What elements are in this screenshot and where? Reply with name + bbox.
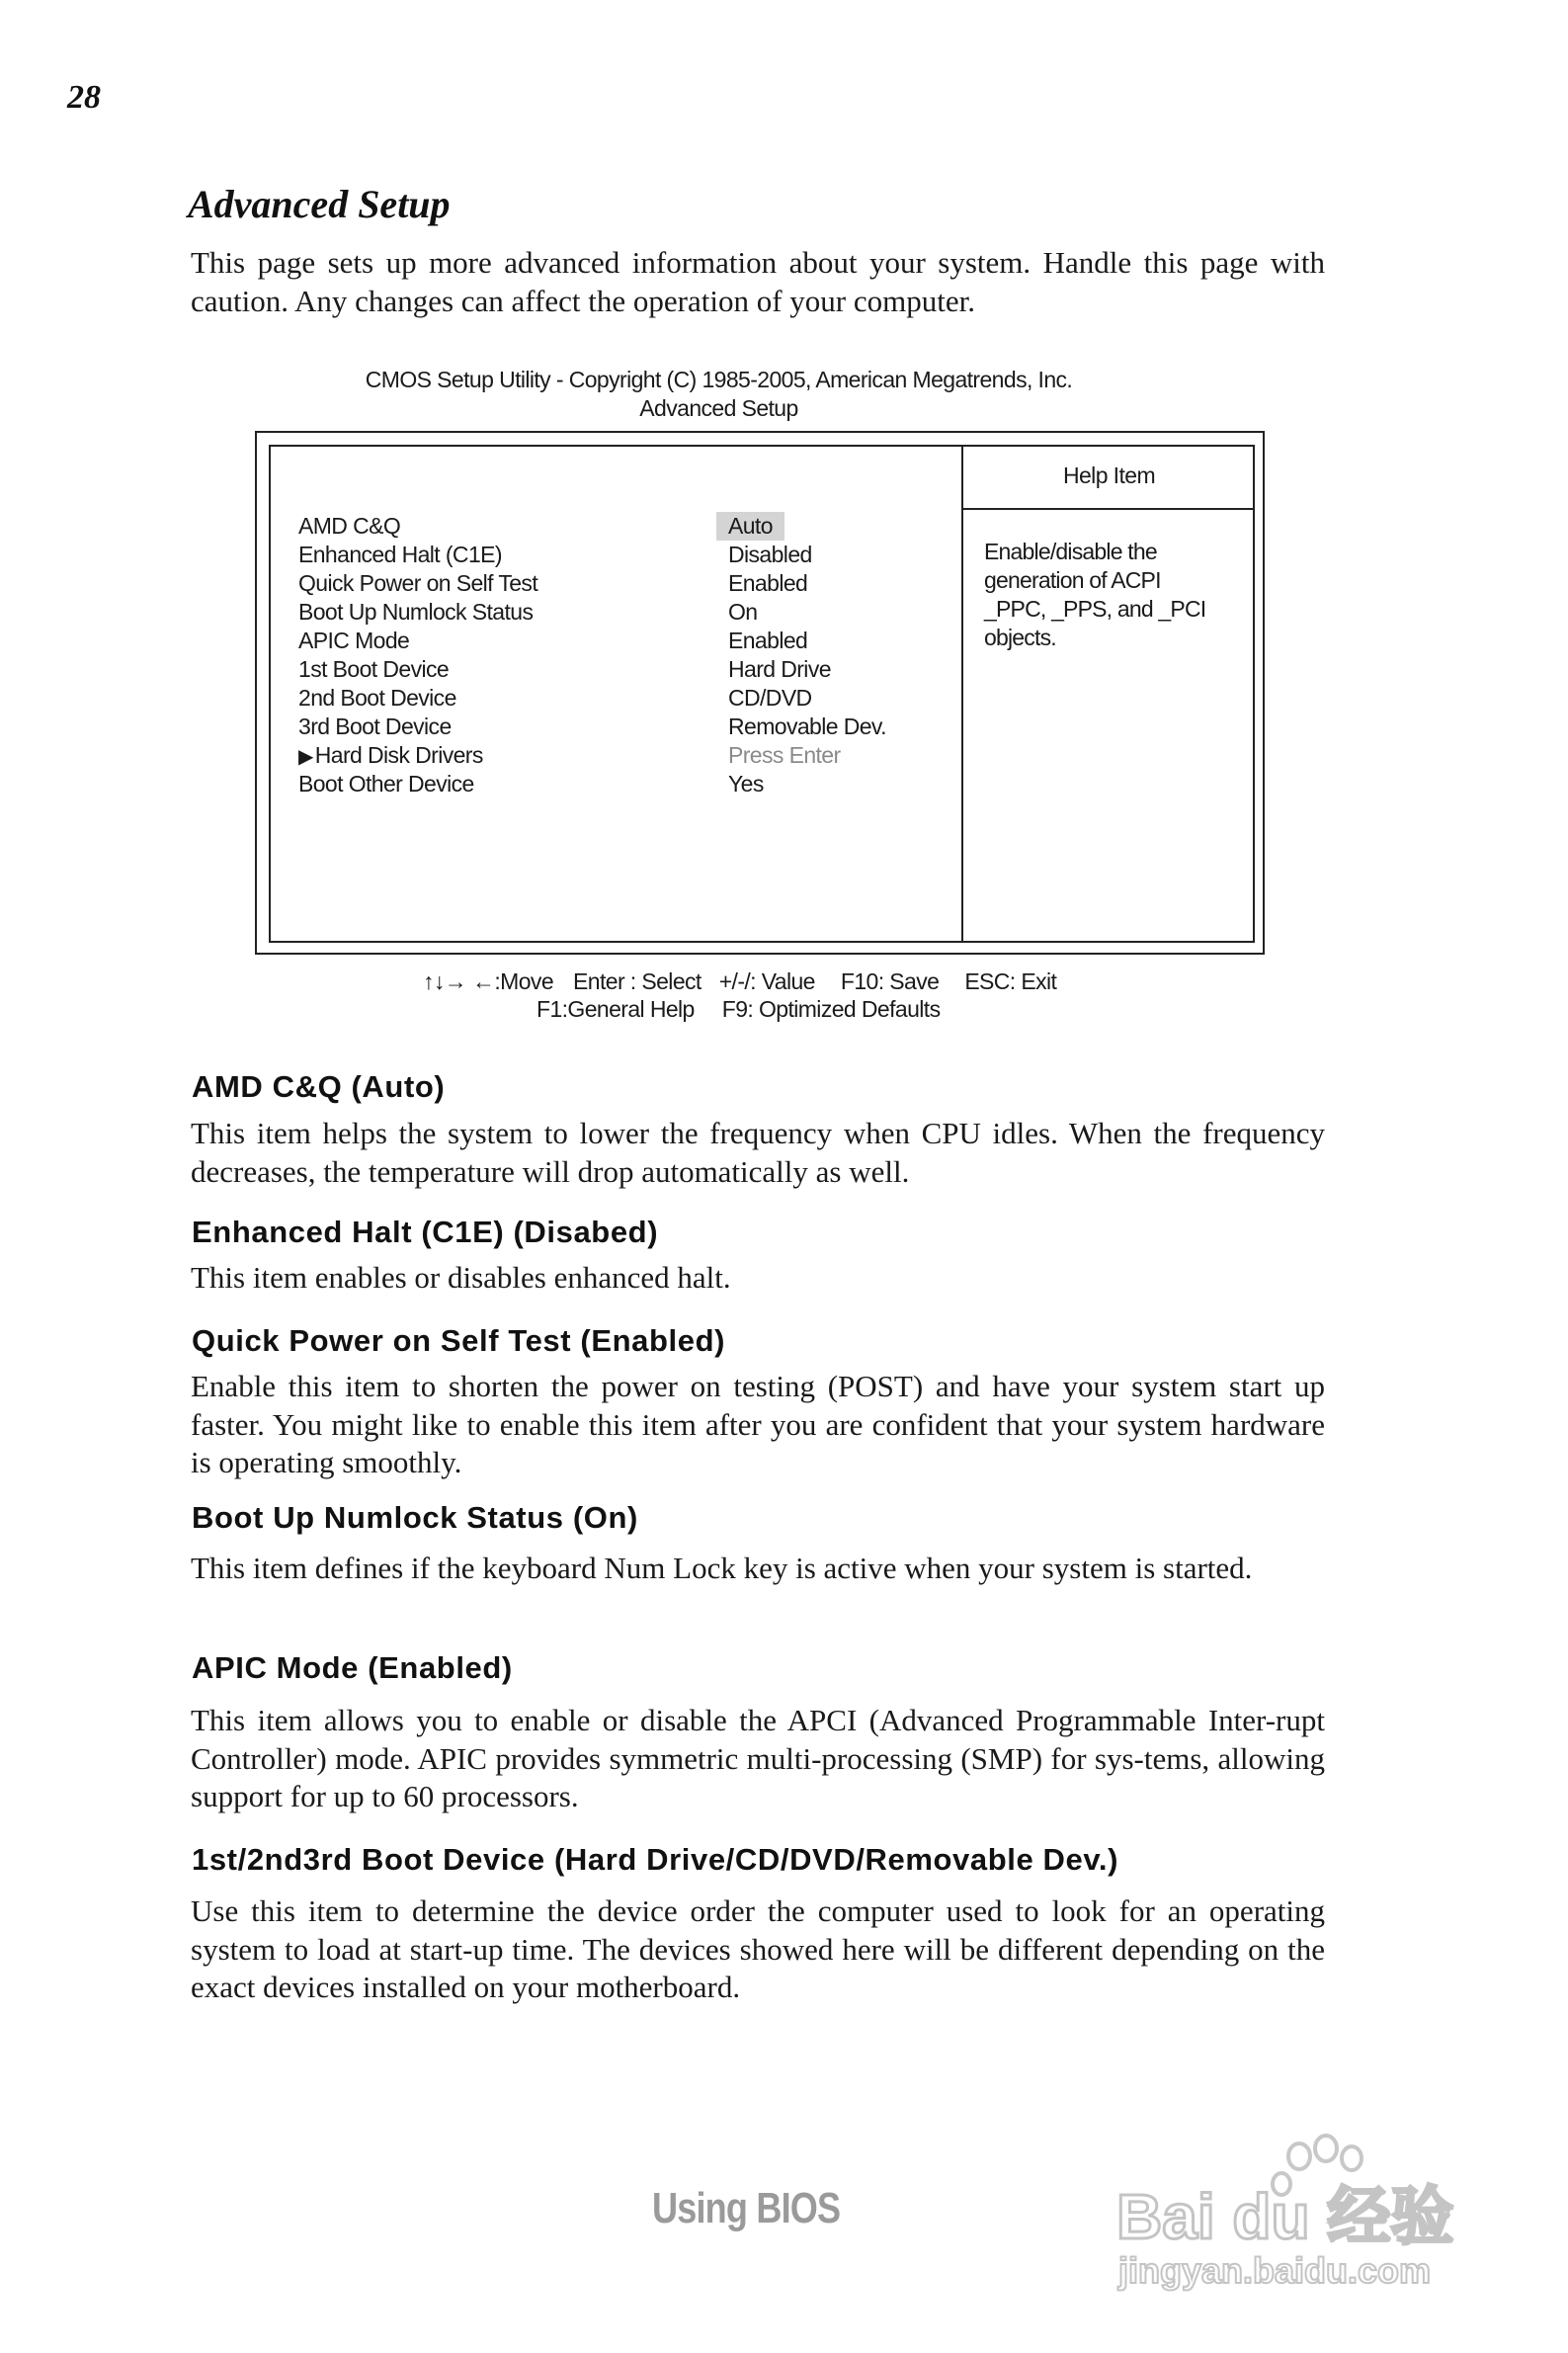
section-title: Advanced Setup: [188, 182, 451, 226]
bios-item-3rd-boot[interactable]: [298, 713, 931, 741]
bios-item-value[interactable]: Yes: [728, 771, 764, 797]
bios-item-label: 1st Boot Device: [298, 656, 450, 682]
bios-item-label: Boot Other Device: [298, 771, 474, 797]
footer-title: Using BIOS: [652, 2184, 841, 2232]
bios-item-enhanced-halt[interactable]: [298, 541, 931, 569]
key-help: F1:General Help: [536, 996, 695, 1022]
bios-item-label: Hard Disk Drivers: [314, 742, 483, 768]
bios-item-numlock[interactable]: [298, 598, 931, 627]
key-move: ↑↓→ ←:Move: [423, 968, 554, 994]
bios-item-value-selected[interactable]: Auto: [716, 512, 784, 541]
bios-item-value[interactable]: Removable Dev.: [728, 714, 886, 739]
page-number: 28: [67, 79, 101, 116]
key-exit: ESC: Exit: [964, 968, 1057, 994]
key-defaults: F9: Optimized Defaults: [721, 996, 941, 1022]
bios-item-label: Enhanced Halt (C1E): [298, 542, 502, 567]
bios-item-2nd-boot[interactable]: [298, 684, 931, 713]
bios-item-boot-other[interactable]: [298, 770, 931, 798]
key-value: +/-/: Value: [718, 968, 815, 994]
bios-item-value[interactable]: Disabled: [728, 542, 812, 567]
bios-item-label: AMD C&Q: [298, 513, 401, 539]
bios-item-label: Boot Up Numlock Status: [298, 599, 534, 625]
item-text-quick-post: Enable this item to shorten the power on testing (POST) and have your system start up faster. You might like to enable this item after you are confident that your system hardware is operating smoothly.: [191, 1369, 1325, 1479]
key-select: Enter : Select: [573, 968, 701, 994]
item-heading-numlock: Boot Up Numlock Status (On): [192, 1500, 638, 1535]
bios-item-value[interactable]: Hard Drive: [728, 656, 831, 682]
bios-settings-list: [298, 512, 931, 798]
bios-header-title: Advanced Setup: [639, 395, 798, 421]
bios-item-apic-mode[interactable]: [298, 627, 931, 655]
item-text-numlock: This item defines if the keyboard Num Lock key is active when your system is started.: [191, 1551, 1253, 1585]
bios-item-value-dim[interactable]: Press Enter: [728, 742, 841, 768]
bios-item-label: Quick Power on Self Test: [298, 570, 538, 596]
watermark-url: jingyan.baidu.com: [1118, 2250, 1432, 2291]
help-panel: [961, 445, 1255, 943]
bios-keys-legend-2: [536, 996, 967, 1023]
item-heading-boot-devices: 1st/2nd3rd Boot Device (Hard Drive/CD/DVD/Removable Dev.): [192, 1842, 1119, 1877]
help-line: _PPC, _PPS, and _PCI: [984, 596, 1206, 622]
help-line: Enable/disable the: [984, 539, 1157, 564]
help-panel-title: Help Item: [1062, 462, 1156, 488]
help-line: generation of ACPI: [984, 567, 1161, 593]
help-panel-divider: [963, 508, 1255, 510]
item-text-amd-cq: This item helps the system to lower the frequency when CPU idles. When the frequency decreases, the temperature will drop automatically as well.: [191, 1116, 1325, 1189]
bios-item-label: 3rd Boot Device: [298, 714, 452, 739]
item-text-enhanced-halt: This item enables or disables enhanced halt.: [191, 1260, 731, 1295]
item-heading-apic-mode: APIC Mode (Enabled): [192, 1650, 513, 1685]
help-panel-text: [984, 538, 1241, 652]
bios-item-1st-boot[interactable]: [298, 655, 931, 684]
item-heading-quick-post: Quick Power on Self Test (Enabled): [192, 1323, 726, 1358]
bios-item-label-submenu: [298, 741, 483, 772]
bios-item-hard-disk-drivers[interactable]: [298, 741, 931, 770]
bios-item-value[interactable]: Enabled: [728, 628, 808, 653]
bios-item-label: 2nd Boot Device: [298, 685, 456, 711]
help-line: objects.: [984, 625, 1056, 650]
item-heading-enhanced-halt: Enhanced Halt (C1E) (Disabed): [192, 1215, 659, 1249]
bios-keys-legend-1: [423, 968, 1068, 995]
bios-item-value[interactable]: On: [728, 599, 758, 625]
bios-item-value[interactable]: Enabled: [728, 570, 808, 596]
item-heading-amd-cq: AMD C&Q (Auto): [192, 1069, 446, 1104]
watermark-text: Bai du 经验: [1116, 2181, 1454, 2252]
bios-item-amd-cq[interactable]: [298, 512, 931, 541]
item-text-boot-devices: Use this item to determine the device order the computer used to look for an operating system to load at start-up time. The devices showed here will be different depending on the exact devices installed on your motherboard.: [191, 1893, 1325, 2004]
bios-item-value[interactable]: CD/DVD: [728, 685, 812, 711]
key-save: F10: Save: [840, 968, 940, 994]
bios-item-label: APIC Mode: [298, 628, 410, 653]
bios-header: [257, 366, 1181, 423]
submenu-arrow-icon: ▶: [298, 746, 313, 768]
bios-header-copyright: CMOS Setup Utility - Copyright (C) 1985-2005, American Megatrends, Inc.: [365, 367, 1073, 392]
item-text-apic-mode: This item allows you to enable or disable the APCI (Advanced Programmable Inter-rupt Controller) mode. APIC provides symmetric multi-processing (SMP) for sys-tems, allowing support for up to 60 processors.: [191, 1703, 1325, 1813]
section-intro: This page sets up more advanced information about your system. Handle this page with caution. Any changes can affect the operation of your computer.: [191, 245, 1325, 318]
bios-item-quick-post[interactable]: [298, 569, 931, 598]
baidu-watermark-logo: [1116, 2125, 1492, 2293]
